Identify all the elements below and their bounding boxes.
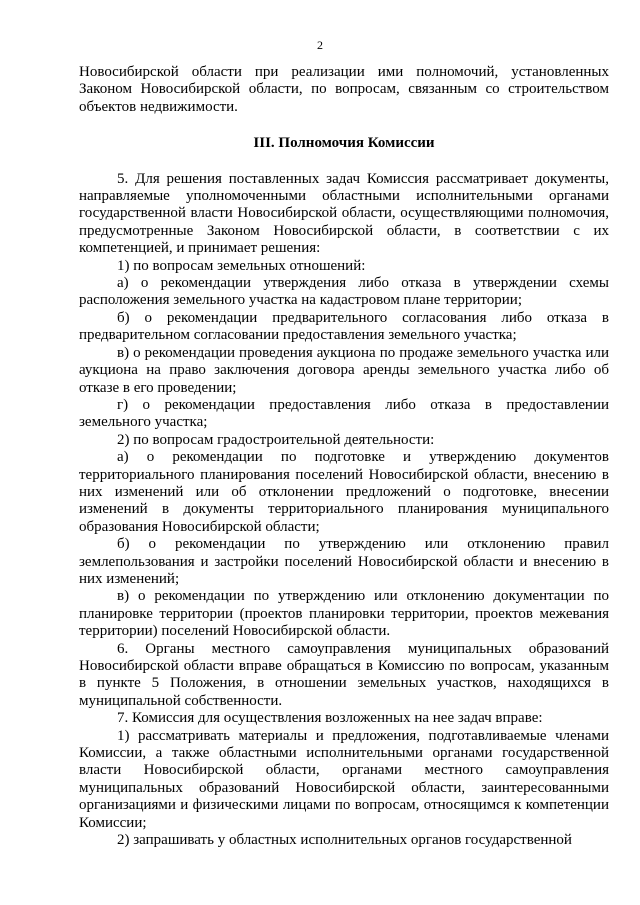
body-paragraph: б) о рекомендации предварительного согласования либо отказа в предварительном согласовании предоставления земельного участка; (79, 309, 609, 344)
page-number: 2 (317, 38, 323, 52)
body-paragraph: 1) рассматривать материалы и предложения, подготавливаемые членами Комиссии, а также областными исполнительными органами государственной власти Новосибирской области, органами местного самоуправления муниципальных образований Новосибирской области, заинтересованными организациями и физическими лицами по вопросам, относящимся к компетенции Комиссии; (79, 727, 609, 831)
body-paragraph: Новосибирской области при реализации ими полномочий, установленных Законом Новосибирской области, по вопросам, связанным со строительством объектов недвижимости. (79, 64, 609, 115)
body-paragraph: 1) по вопросам земельных отношений: (117, 257, 366, 274)
document-body (79, 64, 609, 849)
body-paragraph: а) о рекомендации по подготовке и утверждению документов территориального планирования поселений Новосибирской области, внесению в них изменений или об отклонении предложений о подготовке, внесении изменений в документы территориального планирования муниципального образования Новосибирской области; (79, 449, 609, 535)
body-paragraph: б) о рекомендации по утверждению или отклонению правил землепользования и застройки поселений Новосибирской области и внесению в них изменений; (79, 536, 609, 587)
body-paragraph: а) о рекомендации утверждения либо отказа в утверждении схемы расположения земельного участка на кадастровом плане территории; (79, 275, 609, 309)
body-paragraph: 7. Комиссия для осуществления возложенных на нее задач вправе: (117, 710, 543, 727)
body-paragraph: 2) запрашивать у областных исполнительных органов государственной (117, 832, 572, 849)
body-paragraph: в) о рекомендации по утверждению или отклонению документации по планировке территории (проектов планировки территории, проектов межевания территории) поселений Новосибирской области. (79, 588, 609, 640)
body-paragraph: в) о рекомендации проведения аукциона по продаже земельного участка или аукциона на право заключения договора аренды земельного участка либо об отказе в его проведении; (79, 344, 609, 396)
body-paragraph: г) о рекомендации предоставления либо отказа в предоставлении земельного участка; (79, 396, 609, 431)
section-heading: III. Полномочия Комиссии (253, 135, 435, 152)
body-paragraph: 2) по вопросам градостроительной деятельности: (117, 431, 435, 448)
body-paragraph: 6. Органы местного самоуправления муниципальных образований Новосибирской области вправе обращаться в Комиссию по вопросам, указанным в пункте 5 Положения, в отношении земельных участков, находящихся в муниципальной собственности. (79, 640, 609, 709)
body-paragraph: 5. Для решения поставленных задач Комиссия рассматривает документы, направляемые уполномоченными областными исполнительными органами государственной власти Новосибирской области, осуществляющими полномочия, предусмотренные Законом Новосибирской области, в соответствии с их компетенцией, и принимает решения: (79, 170, 609, 257)
